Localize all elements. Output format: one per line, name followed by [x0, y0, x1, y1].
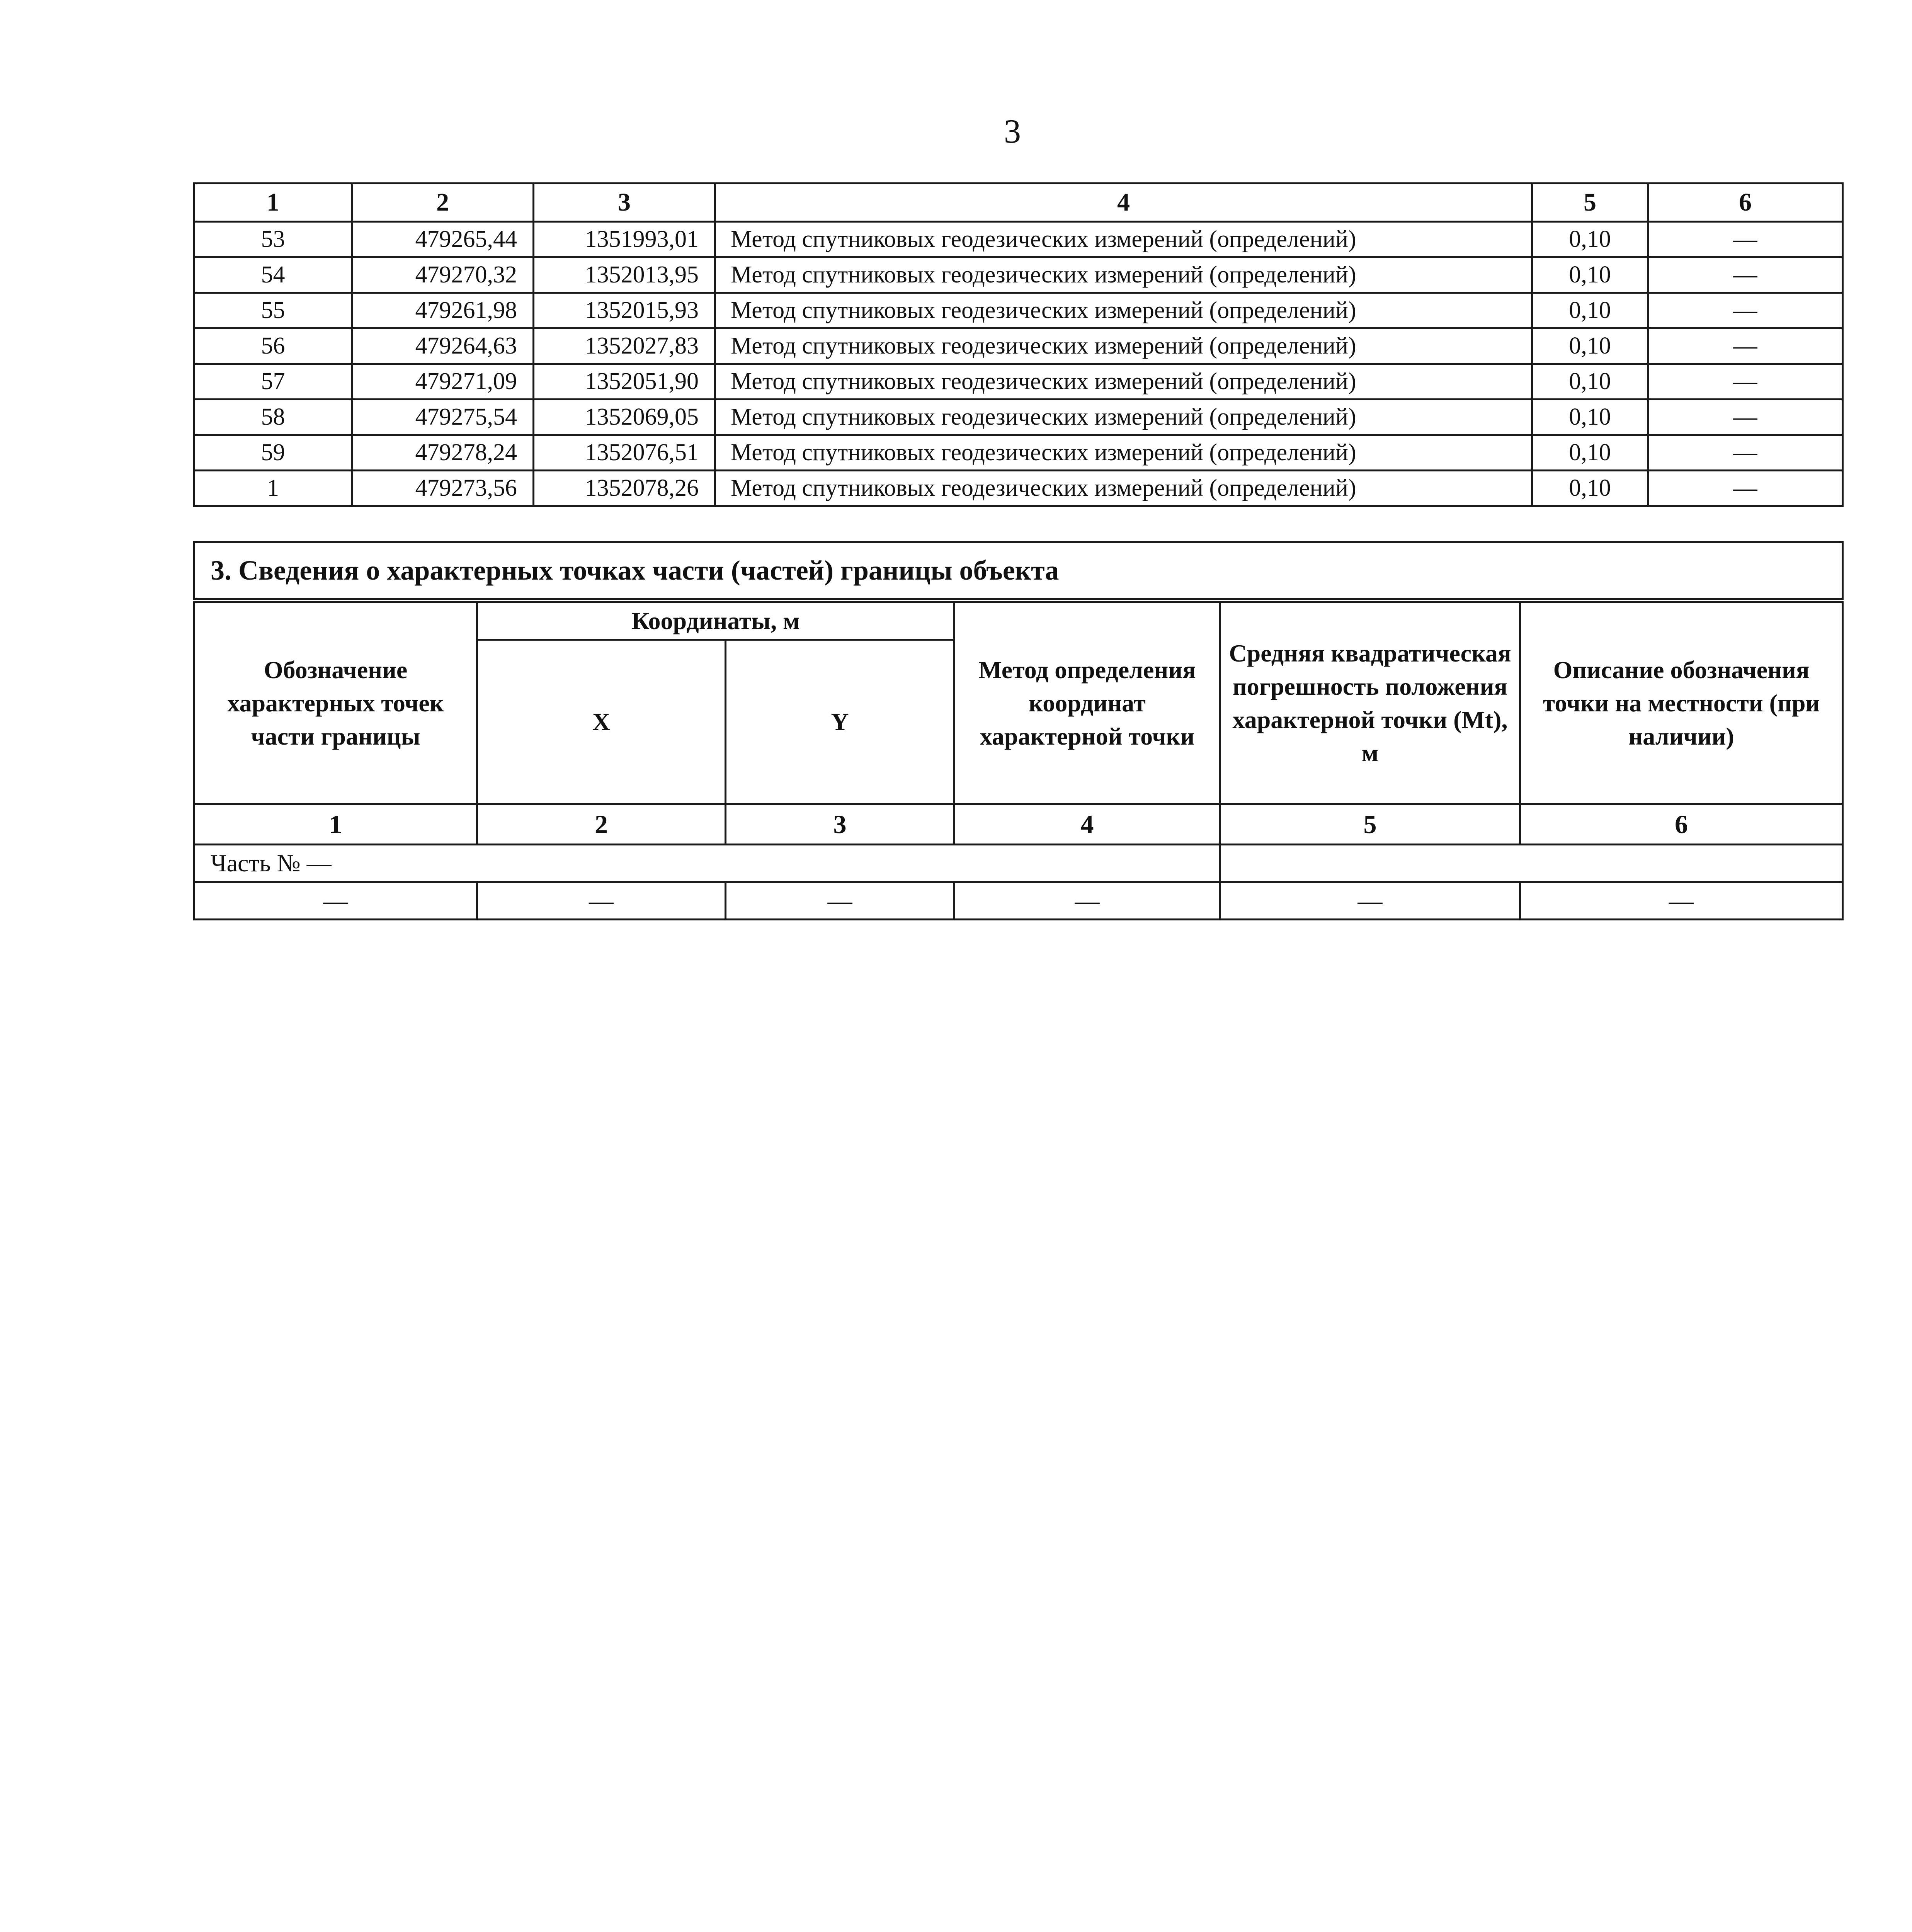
coordinate-y: 1352027,83 — [534, 328, 715, 364]
table-row — [194, 845, 1843, 882]
empty-value: — — [1220, 882, 1520, 920]
description: — — [1648, 222, 1843, 257]
description: — — [1648, 364, 1843, 400]
point-number: 59 — [194, 435, 352, 471]
description: — — [1648, 328, 1843, 364]
column-number: 5 — [1220, 804, 1520, 845]
empty-value: — — [1520, 882, 1843, 920]
header-description: Описание обозначения точки на местности (при наличии) — [1520, 600, 1843, 804]
coordinate-y: 1351993,01 — [534, 222, 715, 257]
coordinate-y: 1352069,05 — [534, 400, 715, 435]
coordinate-x: 479270,32 — [352, 257, 534, 293]
empty-value: — — [477, 882, 726, 920]
column-number: 1 — [194, 804, 477, 845]
table-row — [194, 364, 1843, 400]
column-number: 1 — [194, 184, 352, 222]
header-coordinates: Координаты, м — [477, 600, 954, 640]
empty-value: — — [954, 882, 1220, 920]
part-label: Часть № — — [194, 845, 1220, 882]
coordinate-y: 1352076,51 — [534, 435, 715, 471]
column-number: 5 — [1532, 184, 1648, 222]
coordinate-y: 1352015,93 — [534, 293, 715, 328]
table-row — [194, 882, 1843, 920]
header-designation: Обозначение характерных точек части границы — [194, 600, 477, 804]
point-number: 56 — [194, 328, 352, 364]
method: Метод спутниковых геодезических измерений (определений) — [715, 364, 1532, 400]
header-x: X — [477, 640, 726, 804]
error: 0,10 — [1532, 471, 1648, 506]
table-header-row — [194, 184, 1843, 222]
error: 0,10 — [1532, 400, 1648, 435]
error: 0,10 — [1532, 257, 1648, 293]
point-number: 58 — [194, 400, 352, 435]
coordinate-y: 1352078,26 — [534, 471, 715, 506]
column-number: 2 — [352, 184, 534, 222]
method: Метод спутниковых геодезических измерений (определений) — [715, 435, 1532, 471]
coordinate-x: 479261,98 — [352, 293, 534, 328]
error: 0,10 — [1532, 435, 1648, 471]
error: 0,10 — [1532, 222, 1648, 257]
section-title: 3. Сведения о характерных точках части (частей) границы объекта — [194, 542, 1843, 601]
point-number: 1 — [194, 471, 352, 506]
coordinate-x: 479265,44 — [352, 222, 534, 257]
coordinate-y: 1352013,95 — [534, 257, 715, 293]
error: 0,10 — [1532, 328, 1648, 364]
part-boundary-points-table — [193, 541, 1844, 920]
method: Метод спутниковых геодезических измерений (определений) — [715, 328, 1532, 364]
header-error: Средняя квадратическая погрешность положения характерной точки (Mt), м — [1220, 600, 1520, 804]
table-row — [194, 222, 1843, 257]
description: — — [1648, 293, 1843, 328]
point-number: 57 — [194, 364, 352, 400]
coordinate-y: 1352051,90 — [534, 364, 715, 400]
description: — — [1648, 257, 1843, 293]
column-number: 4 — [954, 804, 1220, 845]
header-y: Y — [726, 640, 954, 804]
description: — — [1648, 435, 1843, 471]
error: 0,10 — [1532, 293, 1648, 328]
table-row — [194, 435, 1843, 471]
point-number: 55 — [194, 293, 352, 328]
method: Метод спутниковых геодезических измерений (определений) — [715, 293, 1532, 328]
coordinate-x: 479273,56 — [352, 471, 534, 506]
table-row — [194, 328, 1843, 364]
column-number: 4 — [715, 184, 1532, 222]
empty-value: — — [726, 882, 954, 920]
column-number: 6 — [1648, 184, 1843, 222]
page-number: 3 — [1004, 113, 1021, 150]
method: Метод спутниковых геодезических измерений (определений) — [715, 471, 1532, 506]
coordinate-x: 479264,63 — [352, 328, 534, 364]
method: Метод спутниковых геодезических измерений (определений) — [715, 400, 1532, 435]
coordinate-x: 479278,24 — [352, 435, 534, 471]
header-method: Метод определения координат характерной точки — [954, 600, 1220, 804]
coordinate-x: 479275,54 — [352, 400, 534, 435]
table-row — [194, 400, 1843, 435]
point-number: 53 — [194, 222, 352, 257]
column-number: 6 — [1520, 804, 1843, 845]
column-number: 2 — [477, 804, 726, 845]
part-empty-cell — [1220, 845, 1843, 882]
column-number: 3 — [726, 804, 954, 845]
boundary-points-table — [193, 182, 1844, 507]
point-number: 54 — [194, 257, 352, 293]
empty-value: — — [194, 882, 477, 920]
error: 0,10 — [1532, 364, 1648, 400]
description: — — [1648, 471, 1843, 506]
description: — — [1648, 400, 1843, 435]
method: Метод спутниковых геодезических измерений (определений) — [715, 257, 1532, 293]
table-row — [194, 471, 1843, 506]
column-number: 3 — [534, 184, 715, 222]
method: Метод спутниковых геодезических измерений (определений) — [715, 222, 1532, 257]
coordinate-x: 479271,09 — [352, 364, 534, 400]
table-row — [194, 257, 1843, 293]
table-row — [194, 293, 1843, 328]
